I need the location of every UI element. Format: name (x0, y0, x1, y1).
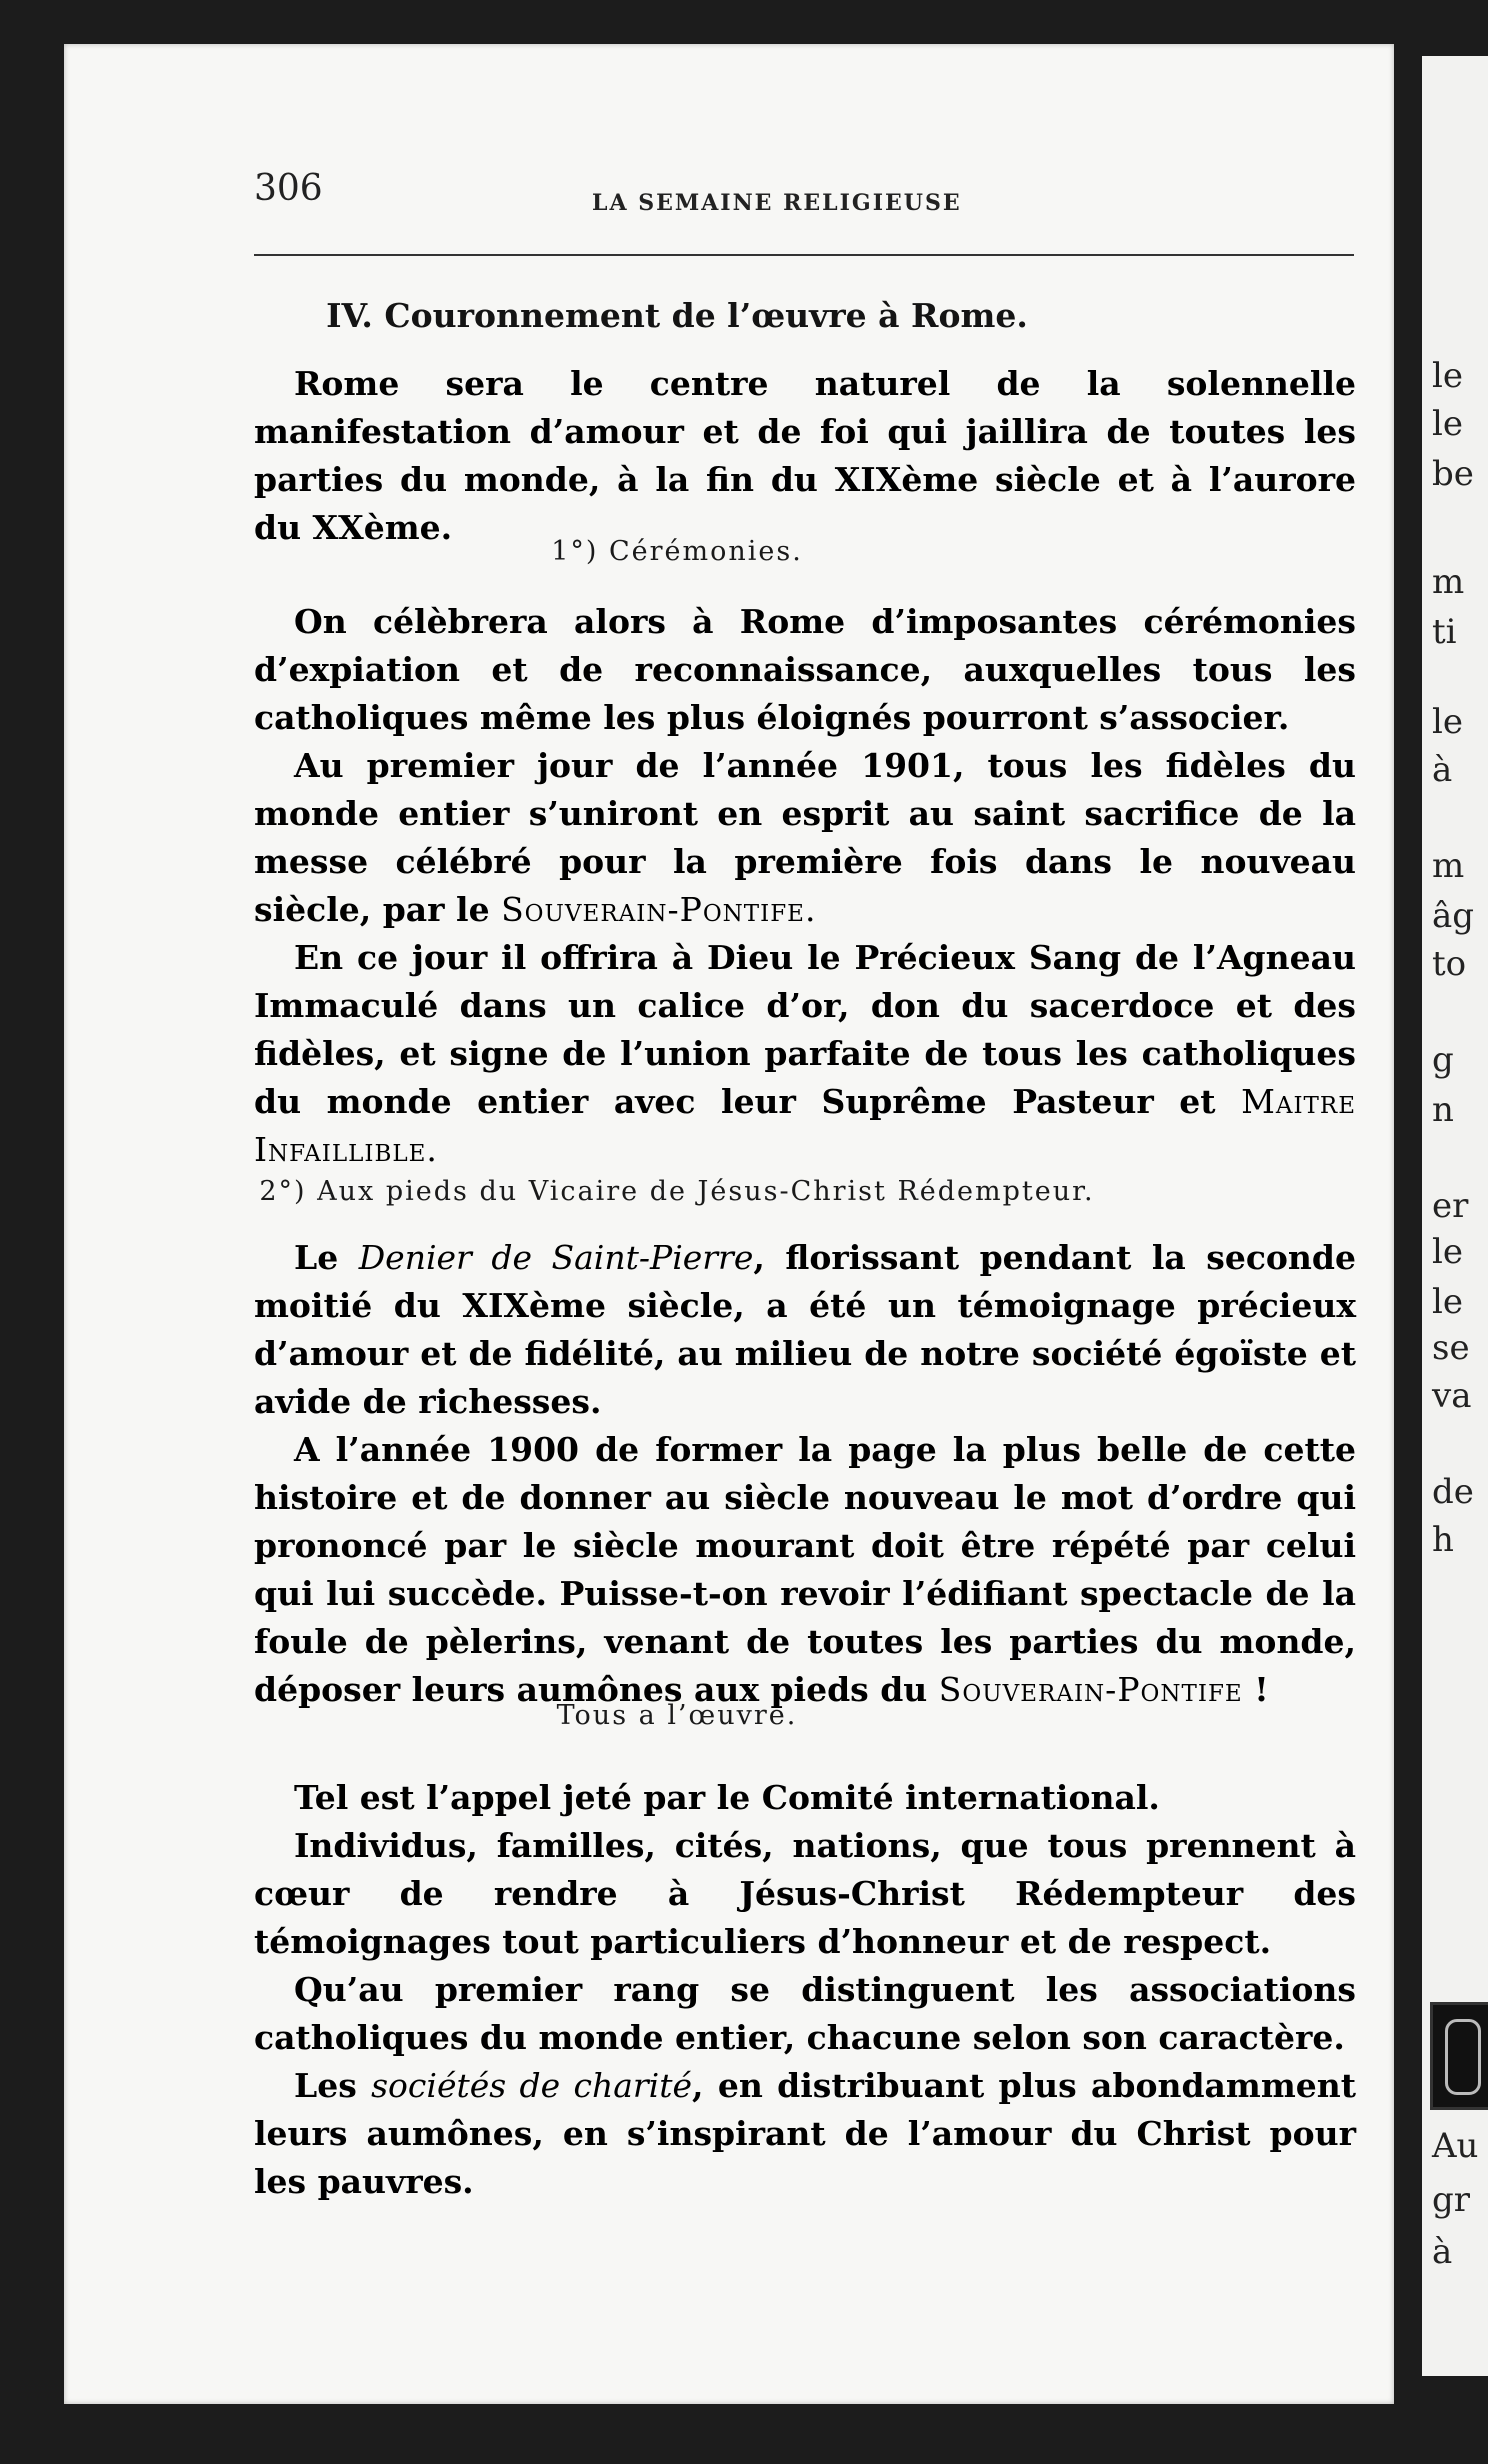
facing-page-fragment: g (1432, 1040, 1454, 1080)
paragraph: Tel est l’appel jeté par le Comité international. (294, 1778, 1160, 1817)
page-number: 306 (254, 168, 323, 209)
subheading-ceremonies: 1°) Cérémonies. (551, 536, 803, 567)
facing-page-edge (1422, 56, 1488, 2376)
paragraph-text: , florissant pendant la seconde moitié du XIXème siècle, a été un témoignage précieux d’amour et de fidélité, au milieu de notre société égoïste et avide de richesses. (254, 1238, 1356, 1421)
facing-page-fragment: va (1432, 1376, 1472, 1416)
facing-page-fragment: le (1432, 404, 1463, 444)
section-heading: IV. Couronnement de l’œuvre à Rome. (326, 296, 1028, 335)
paragraph-text: Les (294, 2066, 357, 2105)
paragraph (254, 934, 1356, 1174)
intro-paragraph: Rome sera le centre naturel de la solennelle manifestation d’amour et de foi qui jaillira de toutes les parties du monde, à la fin du XIXème siècle et à l’aurore du XXème. (254, 364, 1356, 547)
ornament-image (1430, 2002, 1488, 2110)
facing-page-fragment: er (1432, 1186, 1469, 1226)
facing-page-fragment: n (1432, 1090, 1454, 1130)
facing-page-fragment: m (1432, 562, 1465, 602)
paragraph-text: A l’année 1900 de former la page la plus belle de cette histoire et de donner au siècle nouveau le mot d’ordre qui prononcé par le siècle mourant doit être répété par celui qui lui succède. Puisse-t-on revoir l’édifiant spectacle de la foule de pèlerins, venant de toutes les parties du monde, déposer leurs aumônes aux pieds du (254, 1430, 1356, 1709)
running-title: LA SEMAINE RELIGIEUSE (592, 190, 962, 216)
paragraph (254, 1426, 1356, 1714)
paragraph: On célèbrera alors à Rome d’imposantes cérémonies d’expiation et de reconnaissance, auxquelles tous les catholiques même les plus éloignés pourront s’associer. (254, 602, 1356, 737)
paragraph-text: Au premier jour de l’année 1901, tous les fidèles du monde entier s’uniront en esprit au saint sacrifice de la messe célébré pour la première fois dans le nouveau siècle, par le (254, 746, 1356, 929)
paragraph-text: Le (294, 1238, 339, 1277)
italic-text: Denier de Saint-Pierre (358, 1238, 754, 1277)
paragraph (254, 742, 1356, 934)
facing-page-fragment: le (1432, 1282, 1463, 1322)
ceremonies-block (254, 598, 1356, 1174)
facing-page-fragment: Au (1432, 2126, 1479, 2166)
appeal-block (254, 1774, 1356, 2206)
facing-page-fragment: le (1432, 356, 1463, 396)
paragraph (254, 1234, 1356, 1426)
facing-page-fragment: h (1432, 1520, 1454, 1560)
subheading-tous-a-l-oeuvre: Tous a l’œuvre. (556, 1700, 798, 1731)
paragraph-text: ! (1242, 1670, 1269, 1709)
running-header (254, 168, 1354, 218)
facing-page-fragment: à (1432, 750, 1453, 790)
paragraph-text: , en distribuant plus abondamment leurs aumônes, en s’inspirant de l’amour du Christ pour les pauvres. (254, 2066, 1356, 2201)
facing-page-fragment: le (1432, 702, 1463, 742)
paragraph (254, 2062, 1356, 2206)
paragraph: Qu’au premier rang se distinguent les associations catholiques du monde entier, chacune selon son caractère. (254, 1970, 1356, 2057)
facing-page-fragment: à (1432, 2232, 1453, 2272)
subheading-aux-pieds: 2°) Aux pieds du Vicaire de Jésus-Christ Rédempteur. (259, 1176, 1095, 1207)
small-caps-text: Souverain-Pontife. (501, 890, 817, 929)
facing-page-fragment: m (1432, 846, 1465, 886)
paragraph-text: En ce jour il offrira à Dieu le Précieux Sang de l’Agneau Immaculé dans un calice d’or, don du sacerdoce et des fidèles, et signe de l’union parfaite de tous les catholiques du monde entier avec leur Suprême Pasteur et (254, 938, 1356, 1121)
facing-page-fragment: ti (1432, 612, 1457, 652)
paragraph: Individus, familles, cités, nations, que tous prennent à cœur de rendre à Jésus-Christ Rédempteur des témoignages tout particuliers d’honneur et de respect. (254, 1826, 1356, 1961)
facing-page-fragment: se (1432, 1328, 1470, 1368)
facing-page-fragment: be (1432, 454, 1474, 494)
facing-page-fragment: le (1432, 1232, 1463, 1272)
facing-page-fragment: to (1432, 944, 1467, 984)
italic-text: sociétés de charité (371, 2066, 693, 2105)
facing-page-fragment: gr (1432, 2180, 1471, 2220)
denier-block (254, 1234, 1356, 1714)
facing-page-fragment: de (1432, 1472, 1474, 1512)
intro-block (254, 360, 1356, 552)
facing-page-fragment: âg (1432, 896, 1475, 936)
header-rule (254, 254, 1354, 256)
small-caps-text: Maitre Infaillible. (254, 1082, 1356, 1169)
small-caps-text: Souverain-Pontife (938, 1670, 1243, 1709)
